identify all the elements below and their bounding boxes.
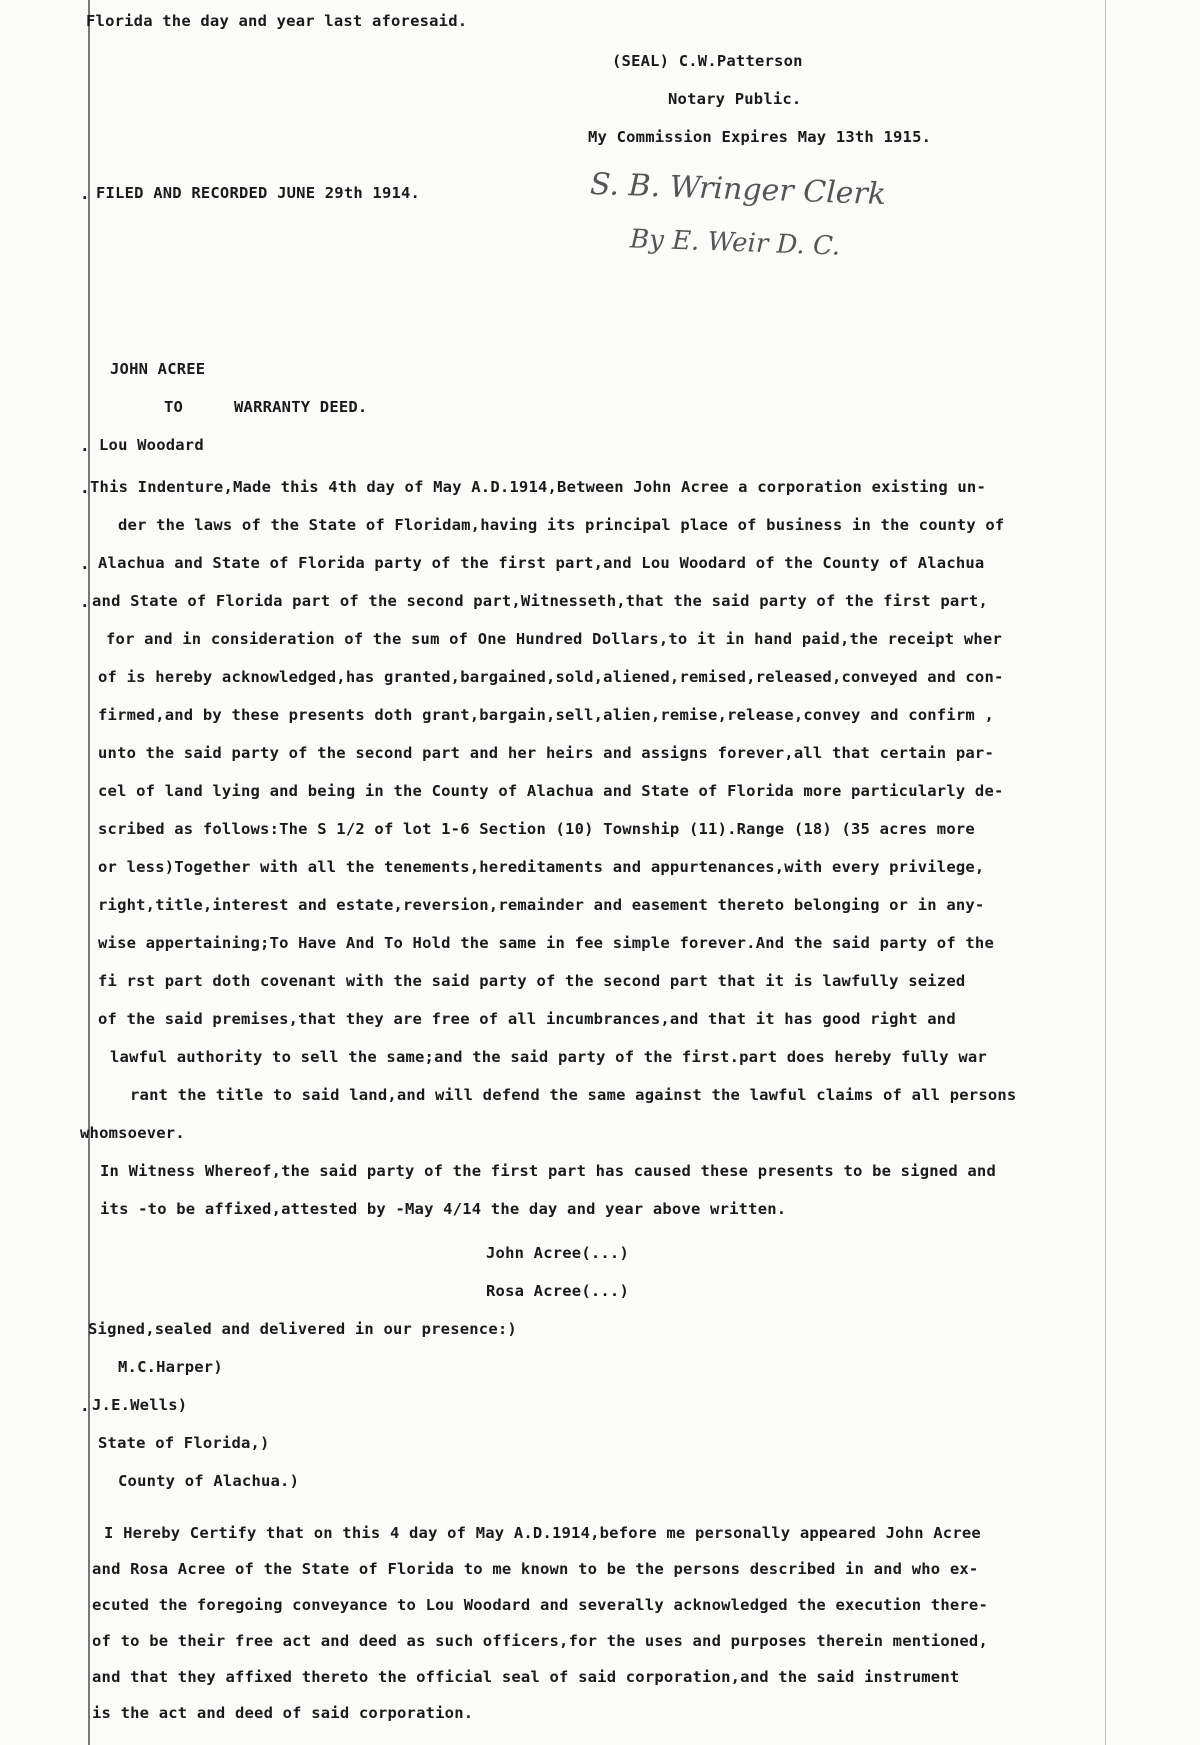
body-line: or less)Together with all the tenements,hereditaments and appurtenances,with every privilege,: [98, 858, 985, 876]
body-line: and State of Florida part of the second part,Witnesseth,that the said party of the first part,: [92, 592, 988, 610]
ack-line: and Rosa Acree of the State of Florida to me known to be the persons described in and who ex-: [92, 1560, 979, 1578]
body-line: In Witness Whereof,the said party of the first part has caused these presents to be signed and: [100, 1162, 996, 1180]
margin-dot: .: [80, 1396, 90, 1415]
body-line: for and in consideration of the sum of One Hundred Dollars,to it in hand paid,the receipt wher: [106, 630, 1002, 648]
body-line: its -to be affixed,attested by -May 4/14 the day and year above written.: [100, 1200, 787, 1218]
grantor-signature: Rosa Acree(...): [486, 1282, 629, 1300]
filed-recorded-line: FILED AND RECORDED JUNE 29th 1914.: [96, 184, 421, 202]
ack-line: of to be their free act and deed as such officers,for the uses and purposes therein mentioned,: [92, 1632, 988, 1650]
body-line: unto the said party of the second part and her heirs and assigns forever,all that certain par-: [98, 744, 994, 762]
ack-line: I Hereby Certify that on this 4 day of May A.D.1914,before me personally appeared John Acree: [104, 1524, 981, 1542]
witness-statement: Signed,sealed and delivered in our presence:): [88, 1320, 517, 1338]
deputy-clerk-signature: By E. Weir D. C.: [629, 224, 841, 262]
margin-dot: .: [80, 592, 90, 611]
clerk-signature: S. B. Wringer Clerk: [589, 166, 887, 213]
instrument-type: WARRANTY DEED.: [234, 398, 368, 416]
body-line: of the said premises,that they are free of all incumbrances,and that it has good right and: [98, 1010, 956, 1028]
margin-dot: .: [80, 478, 90, 497]
right-margin-rule: [1105, 0, 1106, 1745]
ack-line: ecuted the foregoing conveyance to Lou Woodard and severally acknowledged the execution there-: [92, 1596, 988, 1614]
body-line: Alachua and State of Florida party of the first part,and Lou Woodard of the County of Alachua: [98, 554, 985, 572]
ack-county: County of Alachua.): [118, 1472, 300, 1490]
ack-state: State of Florida,): [98, 1434, 270, 1452]
body-line: wise appertaining;To Have And To Hold the same in fee simple forever.And the said party of the: [98, 934, 994, 952]
grantor-signature: John Acree(...): [486, 1244, 629, 1262]
body-line: of is hereby acknowledged,has granted,bargained,sold,aliened,remised,released,conveyed and con-: [98, 668, 1004, 686]
margin-dot: .: [80, 554, 90, 573]
body-line: cel of land lying and being in the County of Alachua and State of Florida more particularly de-: [98, 782, 1004, 800]
notary-opening-line: Florida the day and year last aforesaid.: [86, 12, 468, 30]
body-line: fi rst part doth covenant with the said party of the second part that it is lawfully seized: [98, 972, 966, 990]
grantee-name: Lou Woodard: [99, 436, 204, 454]
witness-name: M.C.Harper): [118, 1358, 223, 1376]
body-line: lawful authority to sell the same;and the said party of the first.part does hereby fully war: [110, 1048, 987, 1066]
left-margin-rule: [88, 0, 90, 1745]
body-line: right,title,interest and estate,reversion,remainder and easement thereto belonging or in any-: [98, 896, 985, 914]
notary-title: Notary Public.: [668, 90, 802, 108]
ack-line: and that they affixed thereto the official seal of said corporation,and the said instrument: [92, 1668, 960, 1686]
heading-to: TO: [164, 398, 184, 416]
witness-name: J.E.Wells): [92, 1396, 188, 1414]
body-line: This Indenture,Made this 4th day of May A.D.1914,Between John Acree a corporation existing un-: [90, 478, 986, 496]
body-line: der the laws of the State of Floridam,having its principal place of business in the county of: [118, 516, 1005, 534]
notary-commission: My Commission Expires May 13th 1915.: [588, 128, 932, 146]
body-line: whomsoever.: [80, 1124, 185, 1142]
notary-seal-name: (SEAL) C.W.Patterson: [612, 52, 803, 70]
margin-dot: .: [80, 436, 90, 455]
margin-dot: .: [80, 184, 90, 203]
body-line: firmed,and by these presents doth grant,bargain,sell,alien,remise,release,convey and confirm ,: [98, 706, 994, 724]
body-line: scribed as follows:The S 1/2 of lot 1-6 Section (10) Township (11).Range (18) (35 acres more: [98, 820, 975, 838]
grantor-name: JOHN ACREE: [110, 360, 206, 378]
ack-line: is the act and deed of said corporation.: [92, 1704, 474, 1722]
body-line: rant the title to said land,and will defend the same against the lawful claims of all persons: [130, 1086, 1017, 1104]
